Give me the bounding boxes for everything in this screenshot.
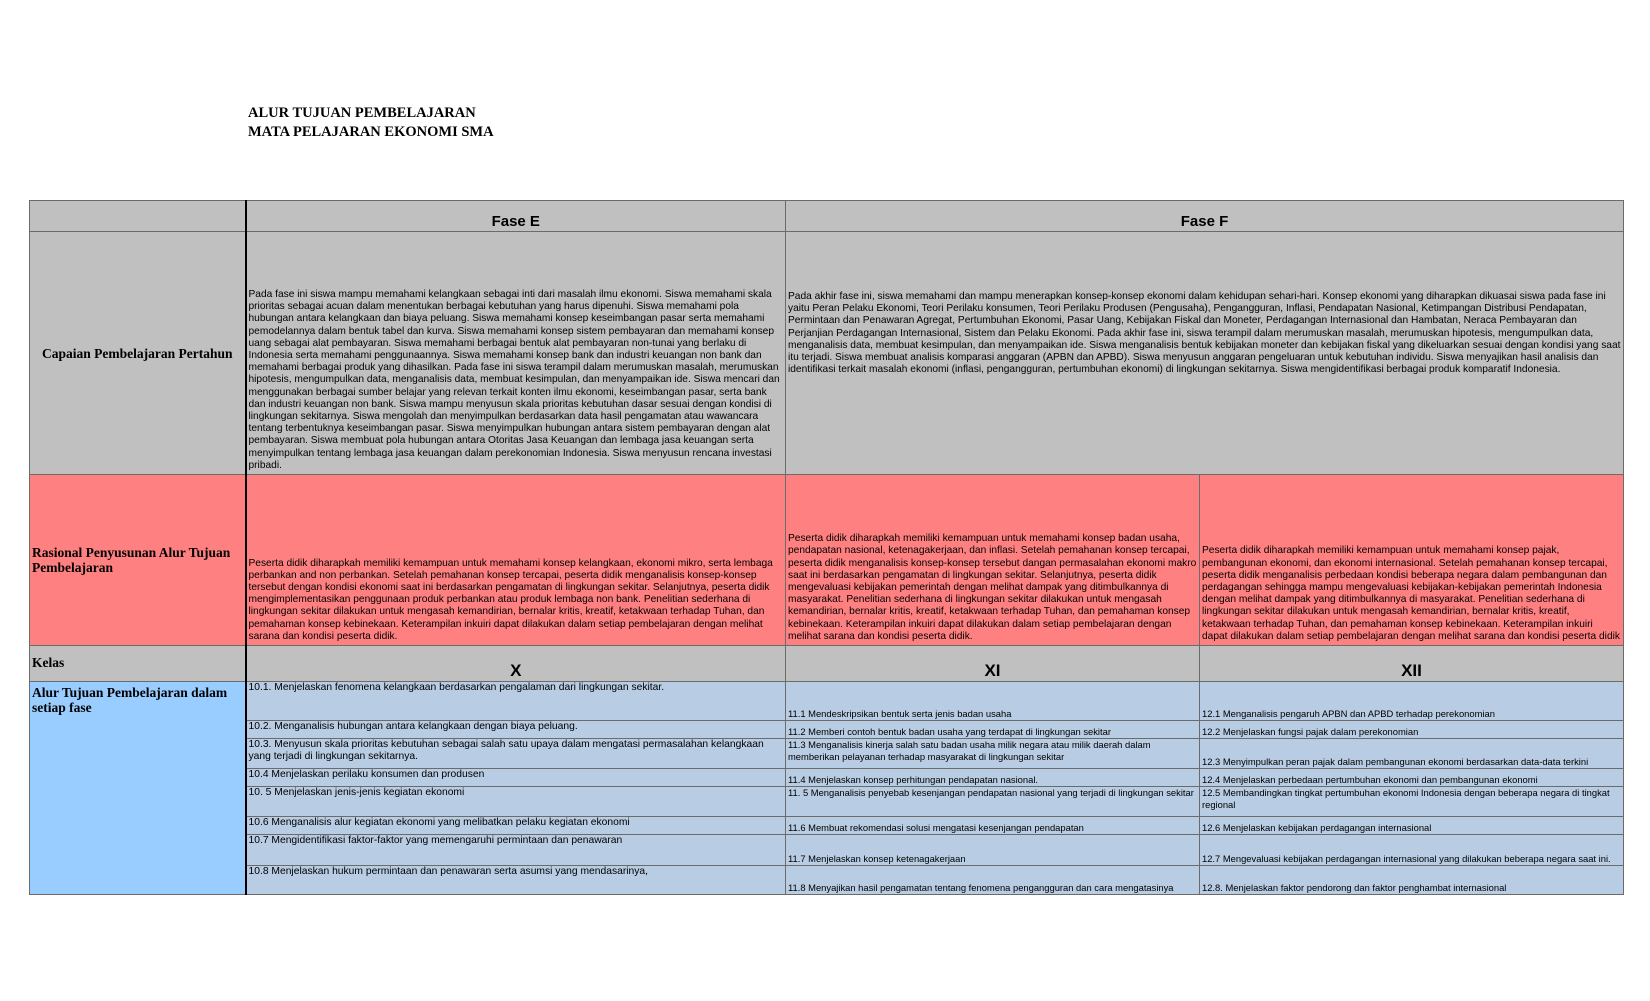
alur-xi-7: 11.7 Menjelaskan konsep ketenagakerjaan bbox=[786, 835, 1200, 866]
alur-xi-1: 11.1 Mendeskripsikan bentuk serta jenis badan usaha bbox=[786, 682, 1200, 721]
alur-x-8: 10.8 Menjelaskan hukum permintaan dan penawaran serta asumsi yang mendasarinya, bbox=[246, 866, 786, 895]
alur-xii-4: 12.4 Menjelaskan perbedaan pertumbuhan ekonomi dan pembangunan ekonomi bbox=[1200, 769, 1624, 787]
kelas-row bbox=[30, 646, 1624, 682]
rasional-x: Peserta didik diharapkah memiliki kemampuan untuk memahami konsep kelangkaan, ekonomi mikro, serta lembaga perbankan and non perbankan. Setelah pemahanan konsep tercapai, peserta didik menganalisis konsep-konsep tersebut dengan kondisi ekonomi saat ini berdasarkan pengamatan di lingkungan sekitar. Selanjutnya, peserta didik mengimplementasikan penggunaan produk perbankan atau produk lembaga non bank. Penelitian sederhana di lingkungan sekitar dilakukan untuk mengasah kemandirian, bernalar kritis, kreatif, ketakwaan terhadap Tuhan, dan pemahaman konsep kebinekaan. Keterampilan inkuiri dapat dilakukan dalam setiap pembelajaran dengan melihat sarana dan kondisi peserta didik. bbox=[246, 475, 786, 646]
kelas-label: Kelas bbox=[30, 646, 246, 682]
alur-xii-6: 12.6 Menjelaskan kebijakan perdagangan internasional bbox=[1200, 817, 1624, 835]
alur-xi-5: 11. 5 Menganalisis penyebab kesenjangan pendapatan nasional yang terjadi di lingkungan sekitar bbox=[786, 787, 1200, 817]
alur-xi-4: 11.4 Menjelaskan konsep perhitungan pendapatan nasional. bbox=[786, 769, 1200, 787]
alur-x-7: 10.7 Mengidentifikasi faktor-faktor yang memengaruhi permintaan dan penawaran bbox=[246, 835, 786, 866]
alur-row-7 bbox=[30, 835, 1624, 866]
alur-x-1: 10.1. Menjelaskan fenomena kelangkaan berdasarkan pengalaman dari lingkungan sekitar. bbox=[246, 682, 786, 721]
alur-x-5: 10. 5 Menjelaskan jenis-jenis kegiatan ekonomi bbox=[246, 787, 786, 817]
alur-label: Alur Tujuan Pembelajaran dalam setiap fase bbox=[30, 682, 246, 895]
alur-row-2 bbox=[30, 721, 1624, 739]
alur-xii-1: 12.1 Menganalisis pengaruh APBN dan APBD terhadap perekonomian bbox=[1200, 682, 1624, 721]
title-line-2: MATA PELAJARAN EKONOMI SMA bbox=[248, 124, 494, 140]
document-title bbox=[248, 104, 494, 142]
rasional-label: Rasional Penyusunan Alur Tujuan Pembelajaran bbox=[30, 475, 246, 646]
alur-xi-3: 11.3 Menganalisis kinerja salah satu badan usaha milik negara atau milik daerah dalam memberikan pelayanan terhadap masyarakat di lingkungan sekitar bbox=[786, 739, 1200, 769]
fase-e-header: Fase E bbox=[246, 201, 786, 232]
rasional-xi: Peserta didik diharapkah memiliki kemampuan untuk memahami konsep badan usaha, pendapatan nasional, ketenagakerjaan, dan inflasi. Setelah pemahanan konsep tercapai, peserta didik menganalisis konsep-konsep tersebut dangan permasalahan ekonomi makro saat ini berdasarkan pengamatan di lingkungan sekitar. Selanjutnya, peserta didik mengevaluasi kebijakan pemerintah dengan melihat dampak yang ditimbulkannya di masyarakat. Penelitian sederhana di lingkungan sekitar dilakukan untuk mengasah kemandirian, bernalar kritis, kreatif, ketakwaan terhadap Tuhan, dan pemahaman konsep kebinekaan. Keterampilan inkuiri dapat dilakukan dalam setiap pembelajaran dengan melihat sarana dan kondisi peserta didik. bbox=[786, 475, 1200, 646]
curriculum-table bbox=[29, 200, 1624, 895]
alur-row-6 bbox=[30, 817, 1624, 835]
alur-x-3: 10.3. Menyusun skala prioritas kebutuhan sebagai salah satu upaya dalam mengatasi permasalahan kelangkaan yang terjadi di lingkungan sekitarnya. bbox=[246, 739, 786, 769]
kelas-xi-header: XI bbox=[786, 646, 1200, 682]
alur-xii-3: 12.3 Menyimpulkan peran pajak dalam pembangunan ekonomi berdasarkan data-data terkini bbox=[1200, 739, 1624, 769]
alur-xii-7: 12.7 Mengevaluasi kebijakan perdagangan internasional yang dilakukan beberapa negara saat ini. bbox=[1200, 835, 1624, 866]
capaian-label: Capaian Pembelajaran Pertahun bbox=[30, 232, 246, 475]
alur-xi-6: 11.6 Membuat rekomendasi solusi mengatasi kesenjangan pendapatan bbox=[786, 817, 1200, 835]
alur-xi-2: 11.2 Memberi contoh bentuk badan usaha yang terdapat di lingkungan sekitar bbox=[786, 721, 1200, 739]
alur-x-2: 10.2. Menganalisis hubungan antara kelangkaan dengan biaya peluang. bbox=[246, 721, 786, 739]
kelas-x-header: X bbox=[246, 646, 786, 682]
title-line-1: ALUR TUJUAN PEMBELAJARAN bbox=[248, 105, 476, 121]
corner-cell bbox=[30, 201, 246, 232]
alur-xii-2: 12.2 Menjelaskan fungsi pajak dalam perekonomian bbox=[1200, 721, 1624, 739]
fase-header-row bbox=[30, 201, 1624, 232]
alur-row-1 bbox=[30, 682, 1624, 721]
capaian-fase-e: Pada fase ini siswa mampu memahami kelangkaan sebagai inti dari masalah ilmu ekonomi. Siswa memahami skala prioritas sebagai acuan dalam menentukan berbagai kebutuhan yang harus dipenuhi. Siswa memahami pola hubungan antara kelangkaan dan biaya peluang. Siswa memahami konsep keseimbangan pasar serta memahami pemodelannya dalam bentuk tabel dan kurva. Siswa memahami konsep sistem pembayaran dan memahami konsep uang sebagai alat pembayaran. Siswa memahami berbagai bentuk alat pembayaran non-tunai yang berlaku di Indonesia serta memahami penggunaannya. Siswa memahami konsep bank dan industri keuangan non bank dan memahami berbagai produk yang dihasilkan. Pada fase ini siswa terampil dalam merumuskan masalah, merumuskan hipotesis, mengumpulkan data, menganalisis data, membuat kesimpulan, dan menyampaikan ide. Siswa mencari dan menggunakan berbagai sumber belajar yang relevan terkait konten ilmu ekonomi, keseimbangan pasar, serta bank dan industri keuangan non bank. Siswa mampu menyusun skala prioritas kebutuhan dasar sesuai dengan kondisi di lingkungan sekitarnya. Siswa mengolah dan menyimpulkan berdasarkan data hasil pengamatan atau wawancara tentang terbentuknya keseimbangan pasar. Siswa menyimpulkan hubungan antara sistem pembayaran dengan alat pembayaran. Siswa membuat pola hubungan antara Otoritas Jasa Keuangan dan lembaga jasa keuangan serta menyimpulkan tentang lembaga jasa keuangan dalam perekonomian Indonesia. Siswa menyusun rencana investasi pribadi. bbox=[246, 232, 786, 475]
alur-xii-8: 12.8. Menjelaskan faktor pendorong dan faktor penghambat internasional bbox=[1200, 866, 1624, 895]
alur-row-3 bbox=[30, 739, 1624, 769]
capaian-fase-f: Pada akhir fase ini, siswa memahami dan mampu menerapkan konsep-konsep ekonomi dalam kehidupan sehari-hari. Konsep ekonomi yang diharapkan dikuasai siswa pada fase ini yaitu Peran Pelaku Ekonomi, Teori Perilaku konsumen, Teori Perilaku Produsen (Pengusaha), Pengangguran, Inflasi, Pendapatan Nasional, Ketimpangan Distribusi Pendapatan, Permintaan dan Penawaran Agregat, Pertumbuhan Ekonomi, Pasar Uang, Kebijakan Fiskal dan Moneter, Perdagangan Internasional dan Hambatan, Neraca Pembayaran dan Perjanjian Perdagangan Internasional, Sistem dan Pelaku Ekonomi. Pada akhir fase ini, siswa terampil dalam merumuskan masalah, merumuskan hipotesis, mengumpulkan data, menganalisis data, membuat kesimpulan, dan menyampaikan ide. Siswa menganalisis bentuk kebijakan moneter dan kebijakan fiskal yang dikeluarkan sesuai dengan kondisi yang saat itu terjadi. Siswa membuat analisis komparasi anggaran (APBN dan APBD). Siswa menyusun anggaran pengeluaran untuk kebutuhan individu. Siswa menyajikan hasil analisis dan identifikasi terkait masalah ekonomi (inflasi, pengangguran, pertumbuhan ekonomi) di lingkungan sekitarnya. Siswa mengidentifikasi berbagai produk komparatif Indonesia. bbox=[786, 232, 1624, 475]
alur-row-4 bbox=[30, 769, 1624, 787]
fase-f-header: Fase F bbox=[786, 201, 1624, 232]
rasional-xii: Peserta didik diharapkah memiliki kemampuan untuk memahami konsep pajak, pembangunan ekonomi, dan ekonomi internasional. Setelah pemahanan konsep tercapai, peserta didik menganalisis perbedaan kondisi beberapa negara dalam pembangunan dan perdagangan sehingga mampu mengevaluasi kebijakan-kebijakan pemerintah Indonesia dengan melihat dampak yang ditimbulkannya di masyarakat. Penelitian sederhana di lingkungan sekitar dilakukan untuk mengasah kemandirian, bernalar kritis, kreatif, ketakwaan terhadap Tuhan, dan pemahaman konsep kebinekaan. Keterampilan inkuiri dapat dilakukan dalam setiap pembelajaran dengan melihat sarana dan kondisi peserta didik bbox=[1200, 475, 1624, 646]
alur-x-4: 10.4 Menjelaskan perilaku konsumen dan produsen bbox=[246, 769, 786, 787]
alur-row-8 bbox=[30, 866, 1624, 895]
kelas-xii-header: XII bbox=[1200, 646, 1624, 682]
rasional-row bbox=[30, 475, 1624, 646]
alur-xii-5: 12.5 Membandingkan tingkat pertumbuhan ekonomi Indonesia dengan beberapa negara di tingkat regional bbox=[1200, 787, 1624, 817]
alur-x-6: 10.6 Menganalisis alur kegiatan ekonomi yang melibatkan pelaku kegiatan ekonomi bbox=[246, 817, 786, 835]
capaian-row bbox=[30, 232, 1624, 475]
alur-xi-8: 11.8 Menyajikan hasil pengamatan tentang fenomena pengangguran dan cara mengatasinya bbox=[786, 866, 1200, 895]
alur-row-5 bbox=[30, 787, 1624, 817]
